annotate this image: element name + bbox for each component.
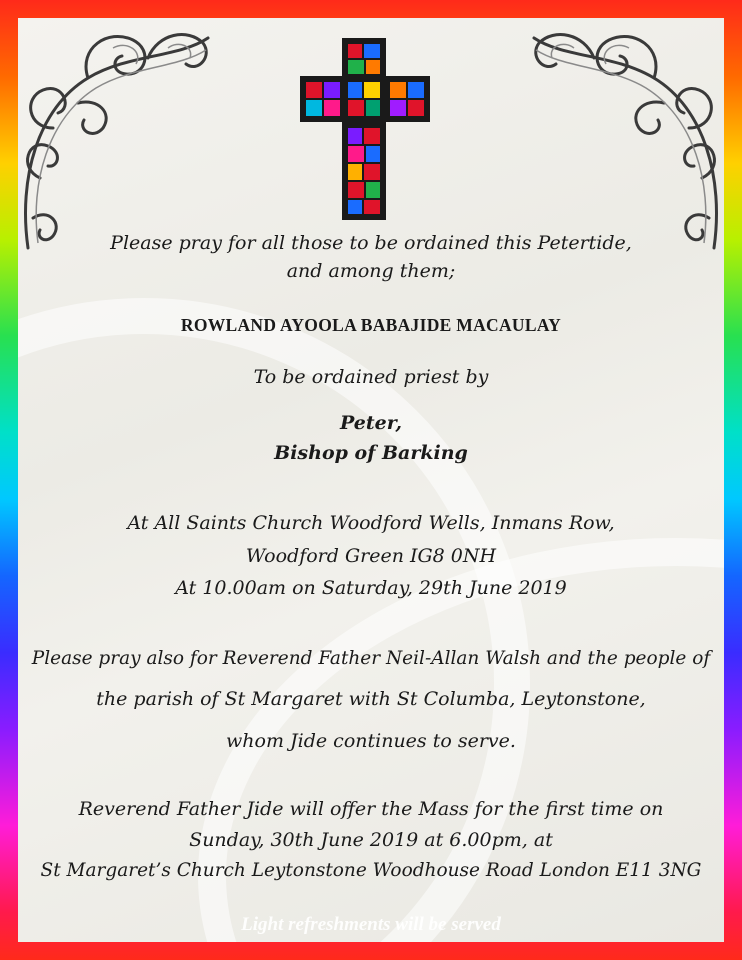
ordained-by-line: To be ordained priest by: [253, 366, 489, 388]
pray-line-2: the parish of St Margaret with St Columba, Leytonstone,: [96, 688, 646, 710]
bishop-title: Bishop of Barking: [274, 442, 468, 464]
stained-glass-cross-icon: [298, 36, 432, 222]
mass-line-2: Sunday, 30th June 2019 at 6.00pm, at: [189, 829, 553, 851]
intro-line-2: and among them;: [286, 260, 456, 282]
bishop-name: Peter,: [340, 412, 402, 434]
venue-line-1: At All Saints Church Woodford Wells, Inmans Row,: [127, 512, 615, 534]
corner-ornament-left-icon: [18, 18, 218, 258]
venue-line-3: At 10.00am on Saturday, 29th June 2019: [175, 577, 567, 599]
candidate-name: ROWLAND AYOOLA BABAJIDE MACAULAY: [180, 315, 562, 335]
pray-line-1: Please pray also for Reverend Father Neil-Allan Walsh and the people of: [31, 648, 711, 669]
mass-line-1: Reverend Father Jide will offer the Mass for the first time on: [78, 798, 664, 820]
mass-line-3: St Margaret’s Church Leytonstone Woodhouse Road London E11 3NG: [40, 860, 702, 881]
intro-line-1: Please pray for all those to be ordained this Petertide,: [110, 232, 632, 254]
corner-ornament-right-icon: [524, 18, 724, 258]
invitation-card: [18, 18, 724, 942]
pray-line-3: whom Jide continues to serve.: [226, 730, 516, 752]
venue-line-2: Woodford Green IG8 0NH: [245, 545, 497, 567]
refreshments-note: Light refreshments will be served: [241, 914, 501, 935]
